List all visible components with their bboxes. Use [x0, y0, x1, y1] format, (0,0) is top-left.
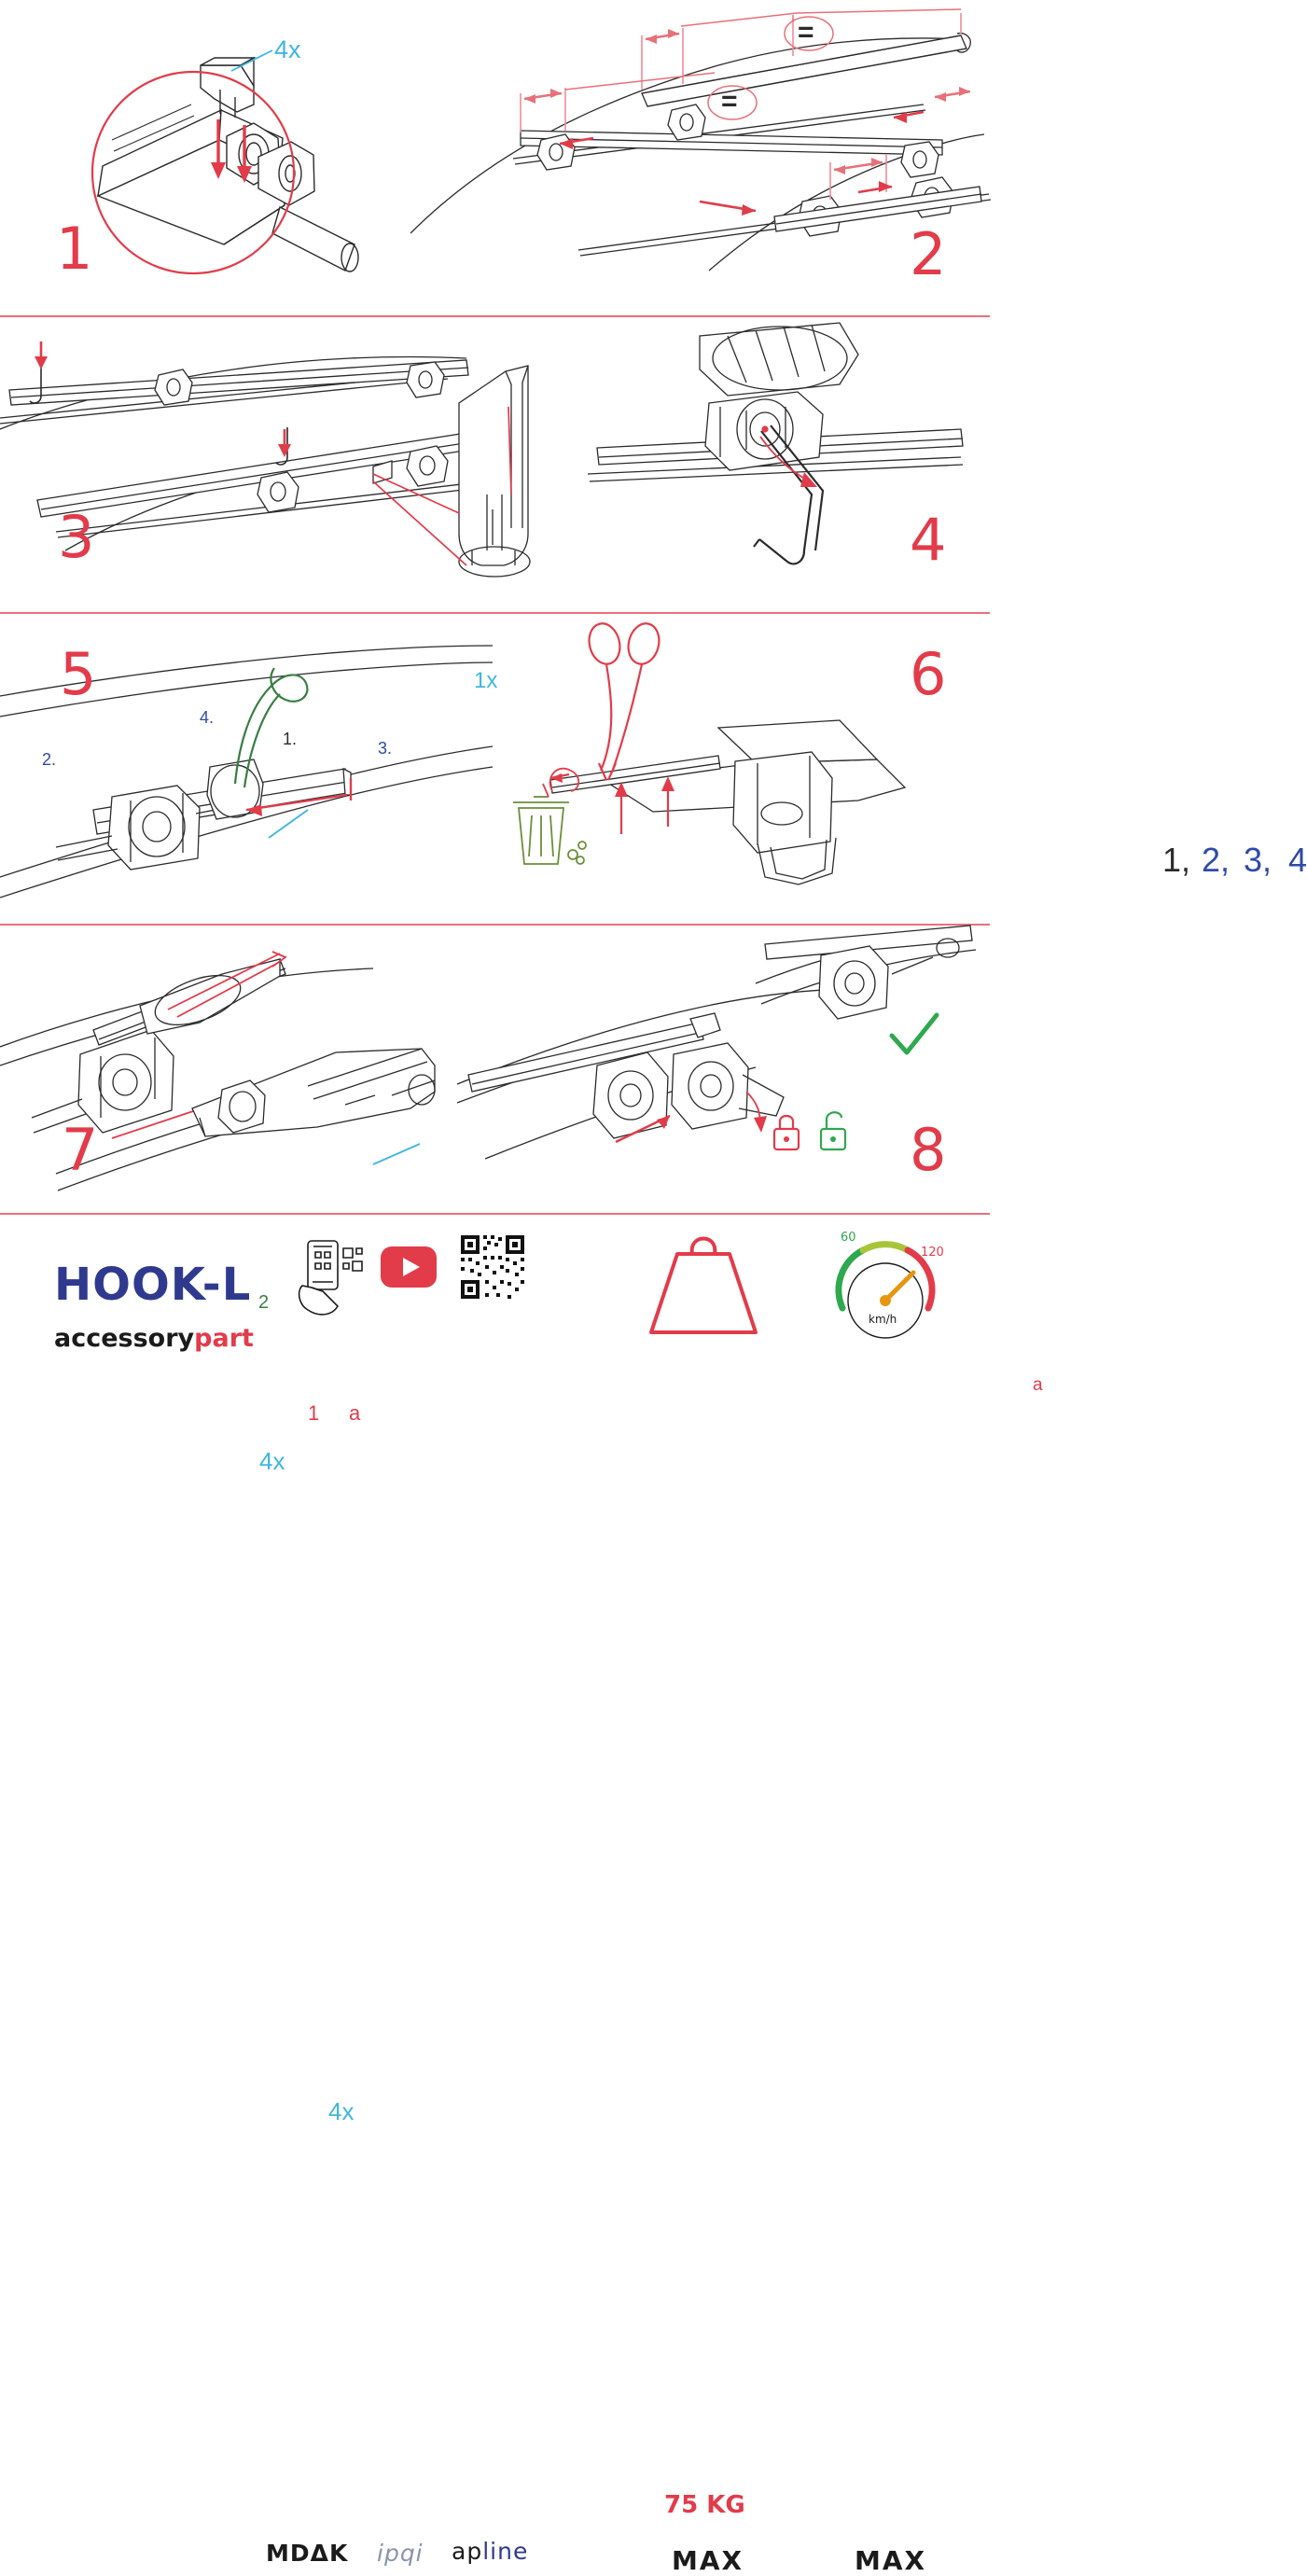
logo-mdak [266, 2540, 348, 2567]
step-2-illustration [401, 0, 990, 315]
speedometer-icon [826, 1222, 947, 1332]
brand-name-accessory: accessory [54, 1324, 195, 1353]
brand-name-part: part [194, 1324, 254, 1353]
step-number-2: 2 [910, 220, 948, 288]
step-7-quantity-label: 4x [328, 2097, 355, 2125]
step-number-8: 8 [910, 1116, 948, 1184]
scan-qr-hand-icon [295, 1239, 368, 1319]
step-number-6: 6 [910, 640, 948, 708]
step-5-dimension-a: a [349, 1401, 361, 1425]
svg-text:60: 60 [841, 1231, 856, 1245]
logo-apline-ap: ap [452, 2538, 483, 2565]
brand-name [54, 1324, 254, 1353]
step-3-order-4: 4. [200, 708, 215, 727]
step-number-3: 3 [58, 503, 96, 571]
logo-apline-line: line [482, 2538, 529, 2565]
step-number-5: 5 [60, 640, 98, 708]
step-5-quantity-label: 4x [259, 1447, 285, 1475]
step-4-order-4: 4 [1288, 841, 1307, 879]
logo-mdak-delta: Δ [310, 2540, 329, 2567]
step-number-4: 4 [910, 506, 948, 574]
product-title: HOOK-L [54, 1259, 252, 1311]
speed-max-label: MAX [855, 2545, 927, 2576]
logo-apline [452, 2538, 528, 2565]
weight-value: 75 KG [664, 2491, 745, 2519]
logo-mdak-text: MD [266, 2540, 311, 2567]
youtube-icon[interactable] [381, 1246, 437, 1288]
step-8-illustration [448, 926, 990, 1213]
logo-mdak-k: K [329, 2540, 349, 2567]
qr-code-icon[interactable] [459, 1233, 526, 1301]
step-3-quantity-label: 1x [474, 668, 498, 693]
step-4-order-3: 3, [1244, 841, 1272, 879]
step-3-order-3: 3. [378, 739, 393, 758]
svg-text:120: 120 [921, 1246, 944, 1260]
step-5-measure-2: 2 [258, 1292, 270, 1313]
step-3-order-1: 1. [283, 730, 298, 748]
step-3-order-2: 2. [42, 750, 57, 769]
step-5-measure-1: 1 [308, 1401, 320, 1425]
step-6-dimension-a: a [1033, 1375, 1043, 1395]
logo-ipqi: ipqi [377, 2540, 424, 2567]
weight-icon [640, 1226, 767, 1340]
step-2-equal-symbol-2: = [721, 86, 738, 117]
svg-text:km/h: km/h [869, 1313, 897, 1326]
step-number-7: 7 [62, 1116, 100, 1184]
step-4-order-1: 1, [1162, 841, 1191, 879]
step-number-1: 1 [56, 215, 94, 283]
step-2-equal-symbol-1: = [798, 17, 814, 48]
weight-max-label: MAX [672, 2545, 744, 2576]
step-1-quantity-label: 4x [274, 35, 301, 63]
step-4-order-2: 2, [1202, 841, 1231, 879]
